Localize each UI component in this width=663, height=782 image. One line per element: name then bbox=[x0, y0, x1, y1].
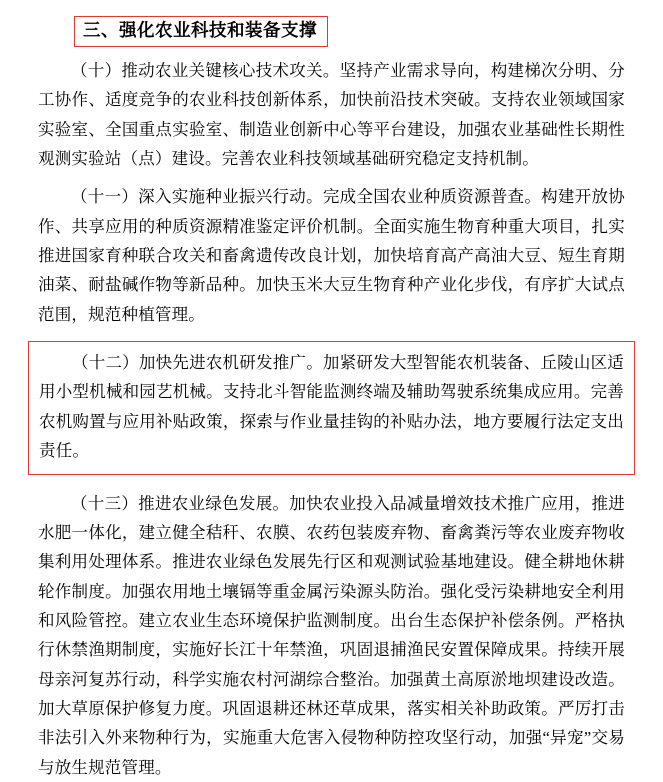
paragraph-12-highlight-box bbox=[28, 341, 635, 474]
paragraph-13: （十三）推进农业绿色发展。加快农业投入品减量增效技术推广应用，推进水肥一体化，建立健全秸秆、农膜、农药包装废弃物、畜禽粪污等农业废弃物收集利用处理体系。推进农业绿色发展先行区和观测试验基地建设。健全耕地休耕轮作制度。加强农用地土壤镉等重金属污染源头防治。强化受污染耕地安全利用和风险管控。建立农业生态环境保护监测制度。出台生态保护补偿条例。严格执行休禁渔期制度，实施好长江十年禁渔，巩固退捕渔民安置保障成果。持续开展母亲河复苏行动，科学实施农村河湖综合整治。加强黄土高原淤地坝建设改造。加大草原保护修复力度。巩固退耕还林还草成果，落实相关补助政策。严厉打击非法引入外来物种行为，实施重大危害入侵物种防控攻坚行动，加强“异宠”交易与放生规范管理。 bbox=[38, 493, 625, 777]
paragraph-12: （十二）加快先进农机研发推广。加紧研发大型智能农机装备、丘陵山区适用小型机械和园艺机械。支持北斗智能监测终端及辅助驾驶系统集成应用。完善农机购置与应用补贴政策，探索与作业量挂钩的补贴办法，地方要履行法定支出责任。 bbox=[39, 353, 624, 461]
section-heading-highlight-box bbox=[74, 16, 328, 47]
paragraph-10: （十）推动农业关键核心技术攻关。坚持产业需求导向，构建梯次分明、分工协作、适度竞争的农业科技创新体系，加快前沿技术突破。支持农业领域国家实验室、全国重点实验室、制造业创新中心等平台建设，加强农业基础性长期性观测实验站（点）建设。完善农业科技领域基础研究稳定支持机制。 bbox=[38, 60, 625, 168]
paragraph-11: （十一）深入实施种业振兴行动。完成全国农业种质资源普查。构建开放协作、共享应用的种质资源精准鉴定评价机制。全面实施生物育种重大项目，扎实推进国家育种联合攻关和畜禽遗传改良计划，加快培育高产高油大豆、短生育期油菜、耐盐碱作物等新品种。加快玉米大豆生物育种产业化步伐，有序扩大试点范围，规范种植管理。 bbox=[38, 187, 625, 324]
section-heading-container bbox=[74, 16, 328, 47]
section-heading-text: 三、强化农业科技和装备支撑 bbox=[83, 20, 317, 40]
